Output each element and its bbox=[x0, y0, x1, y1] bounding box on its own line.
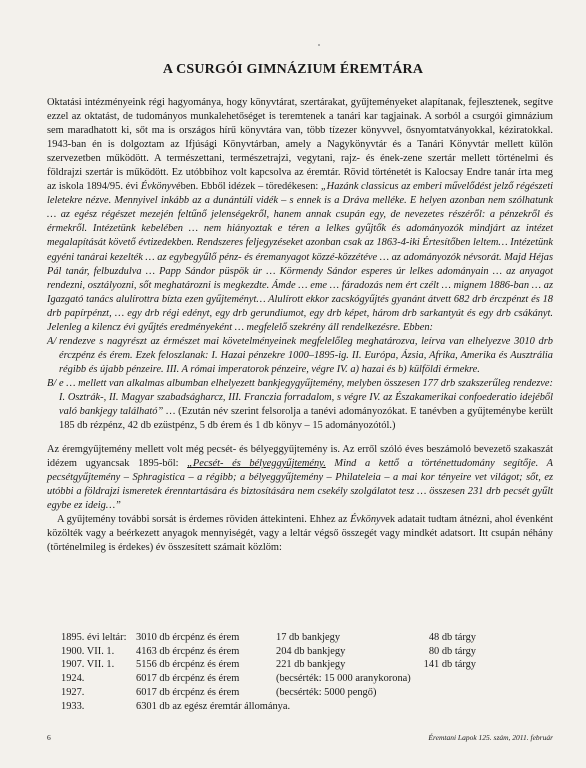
stat-coins: 3010 db ércpénz és érem bbox=[136, 632, 240, 643]
paragraph-history bbox=[47, 513, 553, 555]
stat-notes: 221 db bankjegy bbox=[276, 659, 346, 671]
stat-items: 141 db tárgy bbox=[423, 659, 476, 671]
paragraph-intro bbox=[47, 96, 553, 335]
scan-speck bbox=[318, 44, 320, 46]
table-row bbox=[61, 658, 476, 672]
list-text-b-note: (Ezután név szerint felsorolja a tanévi adományozókat. E tanévben a gyűjteménybe került 185 db rézpénz, 42 db ezüstpénz, 5 db érem és 1 db könyv – 15 adományozótól.) bbox=[59, 406, 553, 432]
seals-text: Az éremgyűjtemény mellett volt még pecsét- és bélyeggyűjtemény is. Az erről szóló éves beszámoló bevezető szakaszát idézem ugyancsak 1895-ből: bbox=[47, 444, 553, 470]
yearbook-ref-2: Évkönyv bbox=[350, 514, 386, 526]
stat-items: 48 db tárgy bbox=[428, 632, 476, 643]
article-title: A CSURGÓI GIMNÁZIUM ÉREMTÁRA bbox=[162, 62, 424, 77]
stat-year: 1927. bbox=[61, 686, 85, 698]
intro-text: Oktatási intézményeink régi hagyománya, hogy könyvtárat, szertárakat, gyűjteményeket alapítanak, fejlesztenek, segítve ezzel az oktatást, de tudományos munkalehetőséget is teremtenek a tanári kar tagjainak. A sorból a csurgói gimnázium sem maradhatott ki, sőt ma is országos hírű könyvtára van, több tízezer könyvvel, ősnyomtatványokkal, kéziratokkal. 1943-ban én is dolgoztam az Ifjúsági Könyvtárban, amely a Nagykönyvtár és a Tanári Könyvtár mellett külön szervezetben működött. A természettani, természetrajzi, vegytani, rajz- és ének-zene szertár mellett történelmi és földrajzi szertár is működött. Ez utóbbihoz volt kapcsolva az éremtár. Rövid történetét is Kalocsay Endre tanár írta meg az iskola 1894/95. évi bbox=[47, 97, 553, 193]
stat-coins: 6017 db ércpénz és érem bbox=[136, 673, 240, 685]
article-body bbox=[47, 96, 553, 556]
table-row bbox=[61, 672, 476, 686]
table-row bbox=[61, 631, 476, 645]
stat-coins: 4163 db ércpénz és érem bbox=[136, 645, 240, 657]
stat-year: 1895. évi leltár: bbox=[61, 632, 127, 643]
journal-citation: Éremtani Lapok 125. szám, 2011. február bbox=[428, 733, 553, 742]
history-text: A gyűjtemény további sorsát is érdemes röviden áttekinteni. Ehhez az bbox=[57, 514, 351, 526]
yearbook-quote: „Hazánk classicus az emberi művelődést jelző régészeti leletekre nézve. Mennyivel inkább az a dunántúli vidék – s ennek is a Dráva melléke. E helyen azonban nem szólhatunk … az egész régészet mezején feltűnő jelenségekről, hanem annak csupán egy, de nevezetes részéről: a pénzekről és érmekről. Intézetünk kebelében … nem hiányoztak e téren a lelkes gyűjtők és adományozók mindjárt az intézet megalapítását követő évtizedekben. Rendszeres feljegyzéseket azonban csak az 1863-4-iki Értesítőben leltem… Intézetünk egyéni tanárai kezelték … az egybegyűlő pénz- és éremanyagot közzé-közzétéve … az adományozók névsorát. Majd Héjas Pál tanár, felbuzdulva … Papp Sándor püspök úr … Körmendy Sándor esperes úr lelkes adományain … az anyagot rendezni, osztályozni, sőt meghatározni is megkezdte. Ámde … eme … fáradozás nem ért czélt … mignem 1886-ban … az Igazgató tanács alulírottra bízta ezen gyűjteményt… Alulírott ekkor zacskógyűjtés gyanánt átvett 682 drb érczpénzt és 18 drb papírpénzt, … egy drb régi edényt, egy drb gerundiumot, egy drb képet, három drb sarkantyút és egy drb csákányt. Jelenleg a kilencz évi gyűjtés eredményeként … megfelelő szekrény áll rendelkezésre. Ebben: bbox=[47, 181, 553, 333]
stat-coins: 6017 db ércpénz és érem bbox=[136, 686, 240, 698]
stat-items: 80 db tárgy bbox=[428, 645, 476, 657]
stat-year: 1907. VII. 1. bbox=[61, 659, 115, 671]
table-row bbox=[61, 645, 476, 659]
stats-table bbox=[61, 631, 476, 713]
stat-notes: (becsérték: 15 000 aranykorona) bbox=[276, 673, 411, 685]
list-item-a bbox=[47, 335, 553, 377]
seals-quote: Mind a kettő a történettudomány segítője. A pecsétgyűjtemény – Sphragistica – a régibb; a bélyeggyűjtemény – Philateleia – a mai kor tényeire vet világot; sőt, ez utóbbi a földrajzi ismeretek érenntartására és biztosítására nem csekély szolgálatot tesz … összesen 231 drb pecsét gyűlt egybe ez ideig…” bbox=[47, 458, 553, 512]
list-item-b bbox=[47, 377, 553, 433]
table-row bbox=[61, 686, 476, 700]
stat-notes: 17 db bankjegy bbox=[276, 632, 341, 643]
paragraph-seals bbox=[47, 443, 553, 513]
intro-text-cont: ében. Ebből idézek – töredékesen: bbox=[176, 181, 321, 193]
history-text-cont: ek adatait tudtam átnézni, ahol évenként közölték vagy a beérkezett anyagok mennyiségét, vagy a leltár végső összegét vagy mindkét adatsort. Itt csupán néhány (történelmileg is érdekes) év összesített számait közlöm: bbox=[47, 514, 553, 554]
stat-coins: 5156 db ércpénz és érem bbox=[136, 659, 240, 671]
table-row bbox=[61, 700, 476, 714]
stat-notes: 204 db bankjegy bbox=[276, 645, 346, 657]
list-label-a: A/ bbox=[47, 335, 57, 347]
stat-year: 1900. VII. 1. bbox=[61, 645, 115, 657]
page-footer bbox=[47, 733, 553, 742]
page-number: 6 bbox=[47, 733, 51, 742]
list-label-b: B/ bbox=[47, 377, 57, 389]
stat-notes: (becsérték: 5000 pengő) bbox=[276, 686, 377, 698]
list-text-b: e … mellett van alkalmas albumban elhelyezett bankjegygyűjtemény, melyben összesen 177 drb szakszerűleg rendezve: I. Osztrák-, II. Magyar szabadságharcz, III. Franczia forradalom, s végre IV. az Északamerikai confoederatio idejéből való bankjegy található” … bbox=[59, 377, 553, 418]
yearbook-ref: Évkönyv bbox=[140, 181, 177, 193]
list-text-a: rendezve s nagyrészt az érmészet mai követelményeinek megfelelőleg meghatározva, leírva van elhelyezve 3010 drb érczpénz és érem. Ezek feloszlanak: I. Hazai pénzekre 1000–1895-ig. II. Európa, Ázsia, Afrika, Amerika és Ausztrália régibb és újabb pénzeire. III. A római imperatorok pénzeire, végre IV. a) hazai és b) külföldi érmekre. bbox=[59, 335, 553, 375]
seals-heading: „Pecsét- és bélyeggyűjtemény. bbox=[187, 458, 326, 470]
stat-year: 1924. bbox=[61, 673, 85, 685]
stat-coins: 6301 db az egész éremtár állománya. bbox=[136, 700, 291, 712]
stat-year: 1933. bbox=[61, 700, 85, 712]
